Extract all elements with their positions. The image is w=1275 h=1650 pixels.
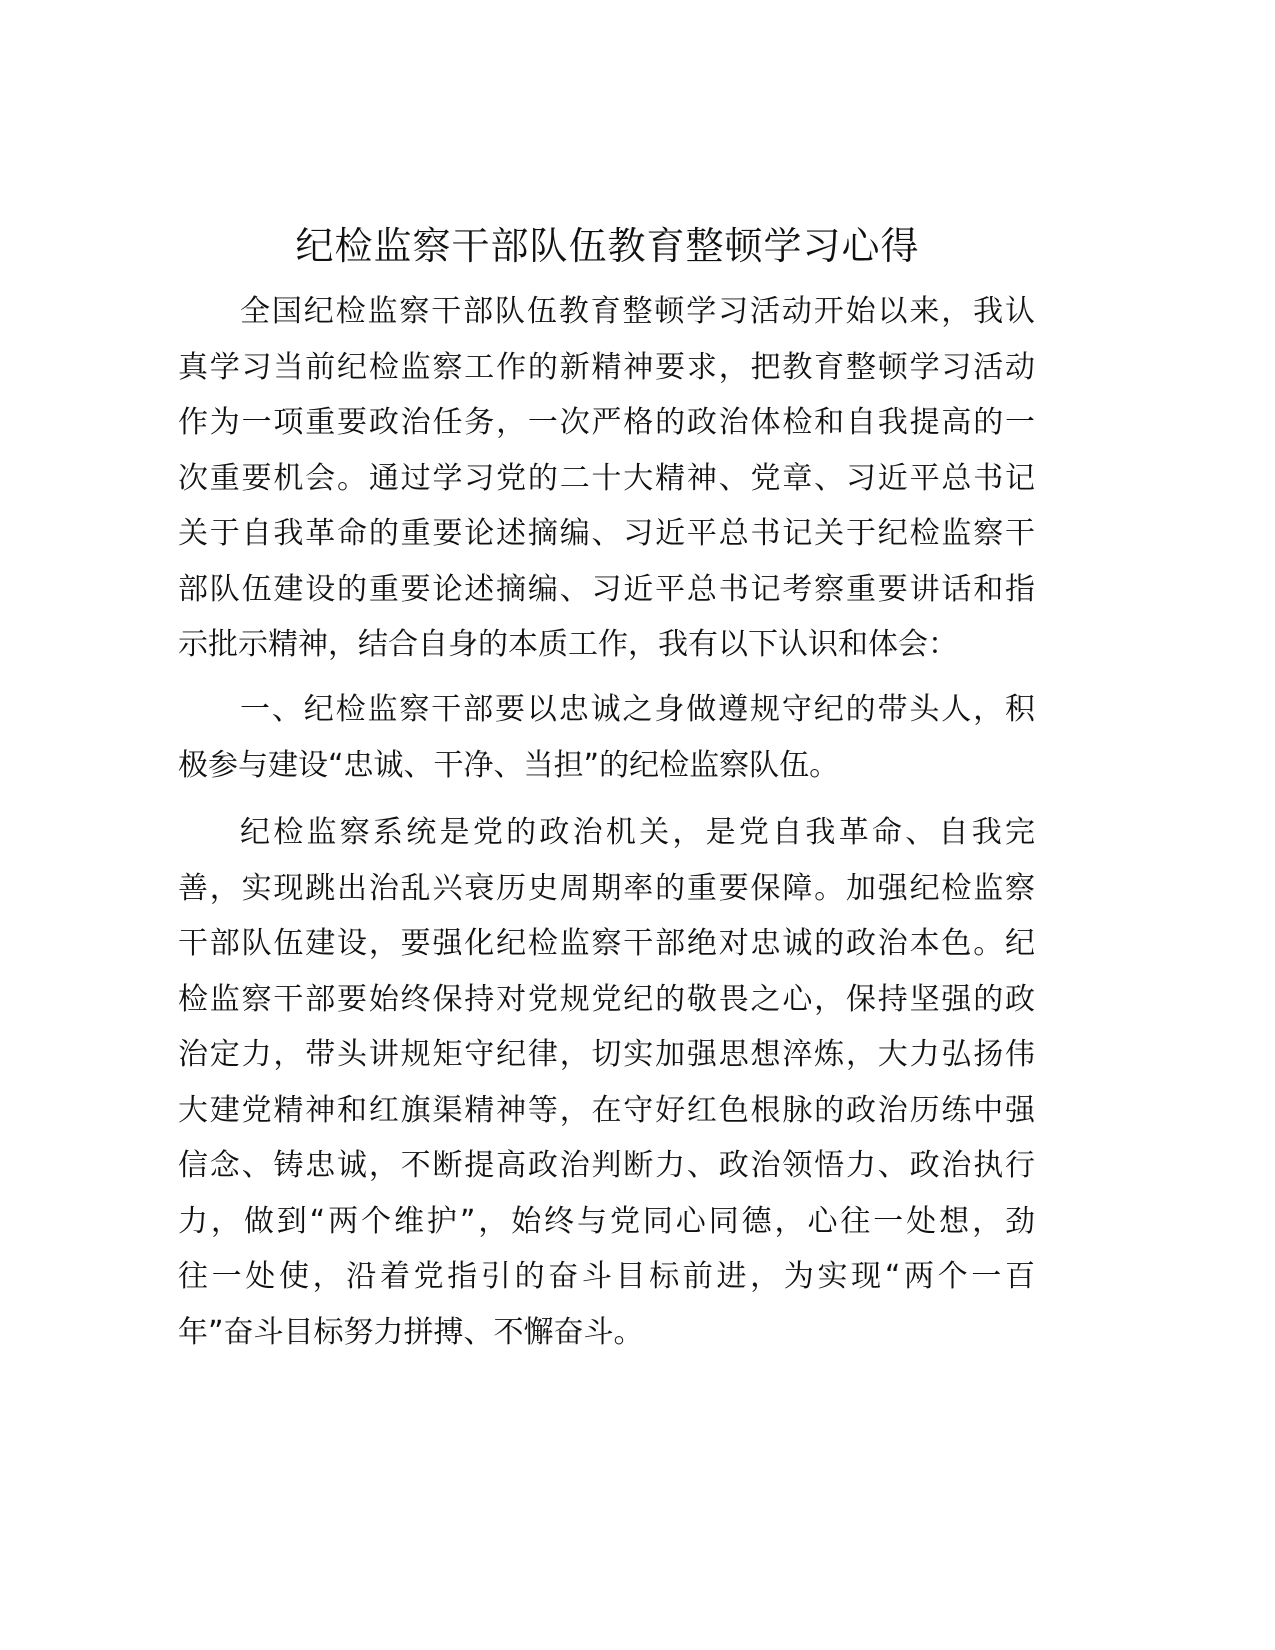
text-line: 极参与建设“忠诚、干净、当担”的纪检监察队伍。 [178, 747, 840, 783]
text-line: 力，做到“两个维护”，始终与党同心同德，心往一处想，劲 [178, 1203, 1035, 1239]
text-line: 真学习当前纪检监察工作的新精神要求，把教育整顿学习活动 [178, 349, 1035, 385]
text-line: 作为一项重要政治任务，一次严格的政治体检和自我提高的一 [178, 405, 1035, 440]
section-heading-1 [178, 682, 1035, 793]
text-line: 一、纪检监察干部要以忠诚之身做遵规守纪的带头人，积 [240, 692, 1035, 727]
text-line: 检监察干部要始终保持对党规党纪的敬畏之心，保持坚强的政 [178, 981, 1035, 1017]
text-line: 善，实现跳出治乱兴衰历史周期率的重要保障。加强纪检监察 [178, 870, 1035, 906]
text-line: 年”奋斗目标努力拼搏、不懈奋斗。 [178, 1314, 644, 1350]
document-title: 纪检监察干部队伍教育整顿学习心得 [295, 224, 920, 268]
text-line: 部队伍建设的重要论述摘编、习近平总书记考察重要讲话和指 [178, 571, 1035, 607]
paragraph-body [178, 805, 1035, 1360]
text-line: 干部队伍建设，要强化纪检监察干部绝对忠诚的政治本色。纪 [178, 926, 1035, 961]
text-line: 关于自我革命的重要论述摘编、习近平总书记关于纪检监察干 [178, 516, 1035, 551]
text-line: 信念、铸忠诚，不断提高政治判断力、政治领悟力、政治执行 [178, 1148, 1035, 1183]
text-line: 全国纪检监察干部队伍教育整顿学习活动开始以来，我认 [240, 294, 1035, 329]
paragraph-intro [178, 284, 1035, 673]
text-line: 往一处使，沿着党指引的奋斗目标前进，为实现“两个一百 [178, 1259, 1035, 1294]
text-line: 治定力，带头讲规矩守纪律，切实加强思想淬炼，大力弘扬伟 [178, 1037, 1035, 1072]
text-line: 纪检监察系统是党的政治机关，是党自我革命、自我完 [240, 815, 1035, 850]
text-line: 示批示精神，结合自身的本质工作，我有以下认识和体会： [178, 627, 958, 662]
text-line: 次重要机会。通过学习党的二十大精神、党章、习近平总书记 [178, 460, 1035, 496]
text-line: 大建党精神和红旗渠精神等，在守好红色根脉的政治历练中强 [178, 1092, 1035, 1128]
